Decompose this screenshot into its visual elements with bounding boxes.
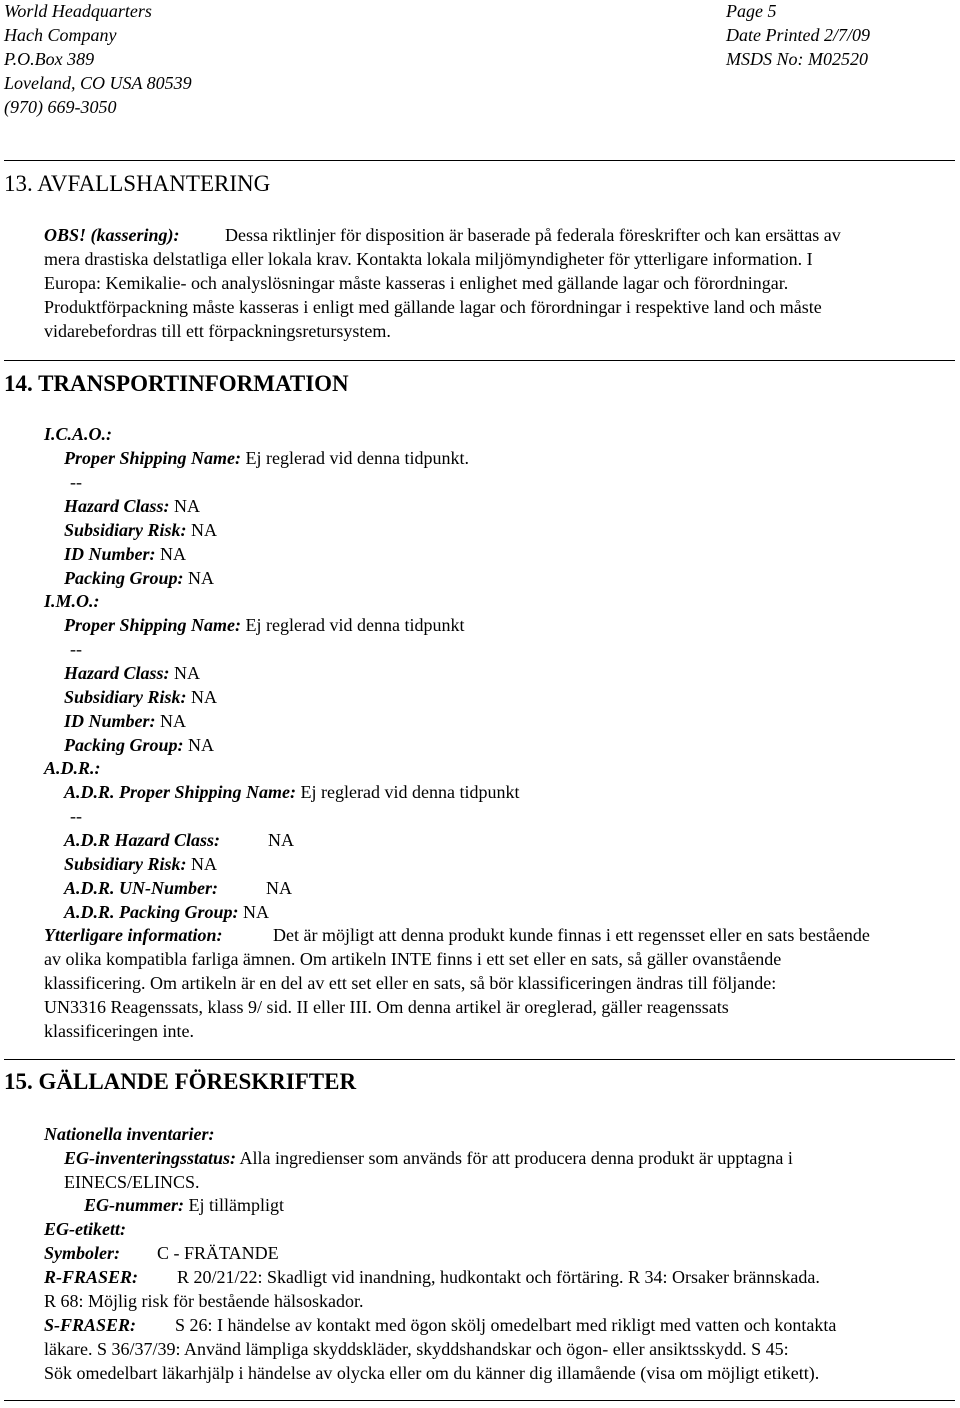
page-number: Page 5	[726, 1, 777, 21]
msds-number: MSDS No: M02520	[726, 49, 868, 69]
address-line-3: P.O.Box 389	[4, 49, 95, 69]
icao-id-number: ID Number: NA	[64, 544, 187, 564]
s-phrases-line-1: S 26: I händelse av kontakt med ögon skölj omedelbart med rikligt med vatten och kontakta	[175, 1315, 837, 1335]
imo-label: I.M.O.:	[44, 591, 100, 611]
adr-label: A.D.R.:	[44, 758, 101, 778]
imo-subsidiary-risk: Subsidiary Risk: NA	[64, 687, 218, 707]
imo-packing-group: Packing Group: NA	[64, 735, 215, 755]
icao-label: I.C.A.O.:	[44, 424, 113, 444]
additional-info-line-3: klassificering. Om artikeln är en del av ett set eller en sats, så bör klassificeringen ändras till följande:	[44, 973, 777, 993]
imo-id-number: ID Number: NA	[64, 711, 187, 731]
imo-hazard-class: Hazard Class: NA	[64, 663, 201, 683]
disposal-text-line-5: vidarebefordras till ett förpackningsretursystem.	[44, 321, 391, 341]
date-printed: Date Printed 2/7/09	[726, 25, 870, 45]
icao-hazard-class: Hazard Class: NA	[64, 496, 201, 516]
adr-un-number-value: NA	[266, 878, 292, 898]
adr-subsidiary-risk: Subsidiary Risk: NA	[64, 854, 218, 874]
address-line-2: Hach Company	[4, 25, 117, 45]
adr-un-number-label: A.D.R. UN-Number:	[64, 878, 219, 898]
icao-dash: --	[70, 472, 82, 492]
section-13-heading: 13. AVFALLSHANTERING	[4, 171, 271, 196]
adr-shipping-name: A.D.R. Proper Shipping Name: Ej reglerad vid denna tidpunkt	[64, 782, 520, 802]
r-phrases-line-2: R 68: Möjlig risk för bestående hälsoskador.	[44, 1291, 364, 1311]
additional-info-line-2: av olika kompatibla farliga ämnen. Om artikeln INTE finns i ett set eller en sats, så gäller ovanstående	[44, 949, 782, 969]
s-phrases-line-2: läkare. S 36/37/39: Använd lämpliga skyddskläder, skyddshandskar och ögon- eller ansiktsskydd. S 45:	[44, 1339, 789, 1359]
national-inventories-label: Nationella inventarier:	[44, 1124, 215, 1144]
adr-hazard-class-label: A.D.R Hazard Class:	[64, 830, 221, 850]
eg-number: EG-nummer: Ej tillämpligt	[84, 1195, 285, 1215]
address-line-4: Loveland, CO USA 80539	[4, 73, 192, 93]
divider	[4, 1400, 955, 1401]
disposal-text-line-4: Produktförpackning måste kasseras i enligt med gällande lagar och förordningar i respektive land och måste	[44, 297, 822, 317]
additional-info-line-4: UN3316 Reagenssats, klass 9/ sid. II eller III. Om denna artikel är oreglerad, gäller reagenssats	[44, 997, 729, 1017]
symbols-label: Symboler:	[44, 1243, 120, 1263]
eg-inventory-status: EG-inventeringsstatus: Alla ingredienser som används för att producera denna produkt är upptagna i	[64, 1148, 793, 1168]
imo-dash: --	[70, 639, 82, 659]
divider	[4, 1059, 955, 1060]
disposal-text-line-1: Dessa riktlinjer för disposition är baserade på federala föreskrifter och kan ersättas av	[225, 225, 841, 245]
icao-packing-group: Packing Group: NA	[64, 568, 215, 588]
divider	[4, 160, 955, 161]
eg-label-heading: EG-etikett:	[44, 1219, 126, 1239]
s-phrases-line-3: Sök omedelbart läkarhjälp i händelse av olycka eller om du känner dig illamående (visa om möjligt etikett).	[44, 1363, 820, 1383]
address-line-5: (970) 669-3050	[4, 97, 117, 117]
adr-dash: --	[70, 806, 82, 826]
address-line-1: World Headquarters	[4, 1, 152, 21]
divider	[4, 360, 955, 361]
obs-label: OBS! (kassering):	[44, 225, 180, 245]
additional-info-line-1: Det är möjligt att denna produkt kunde finnas i ett regensset eller en sats bestående	[273, 925, 870, 945]
adr-hazard-class-value: NA	[268, 830, 294, 850]
disposal-text-line-2: mera drastiska delstatliga eller lokala krav. Kontakta lokala miljömyndigheter för ytterligare information. I	[44, 249, 813, 269]
additional-info-line-5: klassificeringen inte.	[44, 1021, 194, 1041]
symbols-value: C - FRÄTANDE	[157, 1243, 279, 1263]
adr-packing-group: A.D.R. Packing Group: NA	[64, 902, 270, 922]
icao-subsidiary-risk: Subsidiary Risk: NA	[64, 520, 218, 540]
disposal-text-line-3: Europa: Kemikalie- och analyslösningar måste kasseras i enlighet med gällande lagar och förordningar.	[44, 273, 789, 293]
section-15-heading: 15. GÄLLANDE FÖRESKRIFTER	[4, 1069, 357, 1094]
r-phrases-label: R-FRASER:	[44, 1267, 139, 1287]
icao-shipping-name: Proper Shipping Name: Ej reglerad vid denna tidpunkt.	[64, 448, 469, 468]
eg-inventory-status-cont: EINECS/ELINCS.	[64, 1172, 200, 1192]
imo-shipping-name: Proper Shipping Name: Ej reglerad vid denna tidpunkt	[64, 615, 465, 635]
section-14-heading: 14. TRANSPORTINFORMATION	[4, 371, 349, 396]
additional-info-label: Ytterligare information:	[44, 925, 223, 945]
r-phrases-line-1: R 20/21/22: Skadligt vid inandning, hudkontakt och förtäring. R 34: Orsaker brännskada.	[177, 1267, 820, 1287]
s-phrases-label: S-FRASER:	[44, 1315, 137, 1335]
